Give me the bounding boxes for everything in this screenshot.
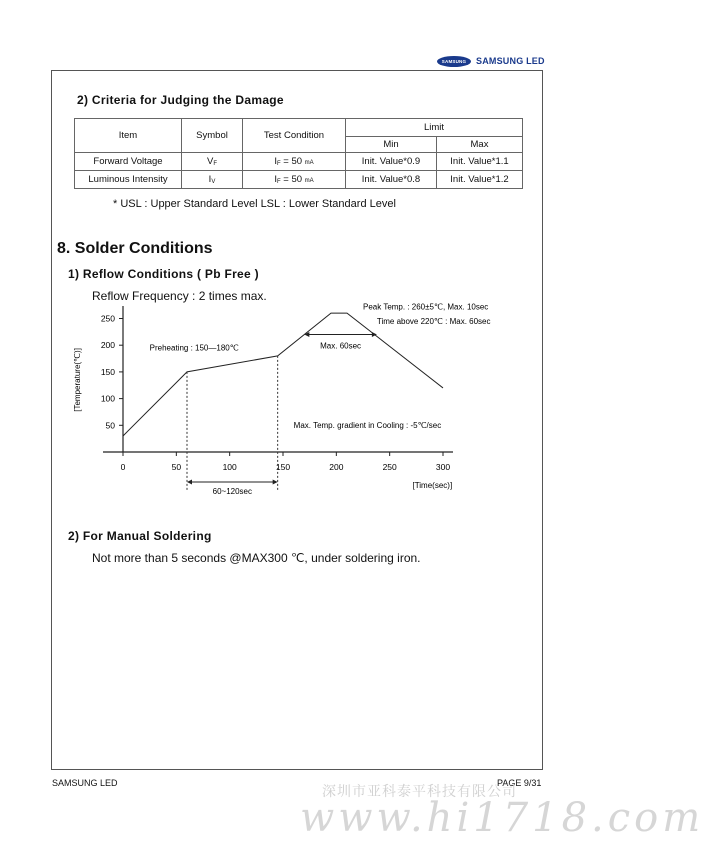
y-tick-label: 200	[100, 340, 115, 351]
x-tick-label: 50	[171, 462, 182, 472]
row-min: Init. Value*0.8	[346, 171, 437, 189]
col-test-condition: Test Condition	[243, 119, 346, 153]
profile-line	[123, 313, 443, 436]
y-axis-label: [Temperature(℃)]	[73, 348, 82, 412]
x-tick-label: 250	[382, 462, 397, 472]
col-item: Item	[75, 119, 182, 153]
y-tick-label: 150	[100, 366, 115, 377]
col-min: Min	[346, 137, 437, 153]
usl-lsl-note: * USL : Upper Standard Level LSL : Lower Standard Level	[113, 198, 396, 210]
samsung-logo-text: SAMSUNG LED	[476, 56, 545, 66]
reflow-heading: 1) Reflow Conditions ( Pb Free )	[68, 267, 259, 281]
manual-heading: 2) For Manual Soldering	[68, 529, 212, 543]
x-axis-label: [Time(sec)]	[412, 481, 453, 490]
preheat-time-label: 60~120sec	[212, 487, 253, 496]
row-symbol: IV	[182, 171, 243, 189]
preheating-label: Preheating : 150—180℃	[149, 343, 239, 353]
x-tick-label: 100	[222, 462, 237, 472]
row-symbol: VF	[182, 153, 243, 171]
y-tick-label: 100	[100, 393, 115, 404]
row-condition: IF = 50 mA	[243, 171, 346, 189]
row-condition: IF = 50 mA	[243, 153, 346, 171]
watermark-company: 深圳市亚科泰平科技有限公司	[322, 783, 517, 799]
x-tick-label: 0	[120, 462, 126, 472]
y-tick-label: 50	[105, 420, 115, 431]
manual-text: Not more than 5 seconds @MAX300 ℃, under soldering iron.	[92, 551, 421, 565]
x-tick-label: 300	[435, 462, 451, 472]
gradient-label: Max. Temp. gradient in Cooling : -5℃/sec	[293, 420, 442, 430]
x-tick-label: 200	[329, 462, 344, 472]
time-above-label: Time above 220℃ : Max. 60sec	[376, 316, 491, 326]
samsung-logo-oval: SAMSUNG	[437, 56, 471, 67]
arrowhead	[273, 480, 278, 485]
row-item: Forward Voltage	[75, 153, 182, 171]
col-max: Max	[437, 137, 523, 153]
col-limit: Limit	[346, 119, 523, 137]
reflow-profile-chart	[60, 298, 530, 508]
samsung-logo	[437, 54, 545, 68]
y-tick-label: 250	[100, 313, 115, 324]
criteria-heading: 2) Criteria for Judging the Damage	[77, 93, 284, 107]
criteria-table	[74, 118, 523, 189]
peak-temp-label: Peak Temp. : 260±5℃, Max. 10sec	[363, 302, 489, 312]
max-60sec-label: Max. 60sec	[320, 341, 362, 351]
table-row	[75, 171, 523, 189]
section-title: 8. Solder Conditions	[57, 240, 213, 257]
row-max: Init. Value*1.2	[437, 171, 523, 189]
row-min: Init. Value*0.9	[346, 153, 437, 171]
col-symbol: Symbol	[182, 119, 243, 153]
reflow-frequency: Reflow Frequency : 2 times max.	[92, 289, 267, 303]
footer-page: PAGE 9/31	[497, 778, 542, 788]
x-tick-label: 150	[275, 462, 291, 472]
row-item: Luminous Intensity	[75, 171, 182, 189]
footer-left: SAMSUNG LED	[52, 778, 118, 788]
table-row	[75, 153, 523, 171]
watermark-url: www.hi1718.com	[300, 795, 704, 841]
arrowhead	[187, 480, 192, 485]
row-max: Init. Value*1.1	[437, 153, 523, 171]
